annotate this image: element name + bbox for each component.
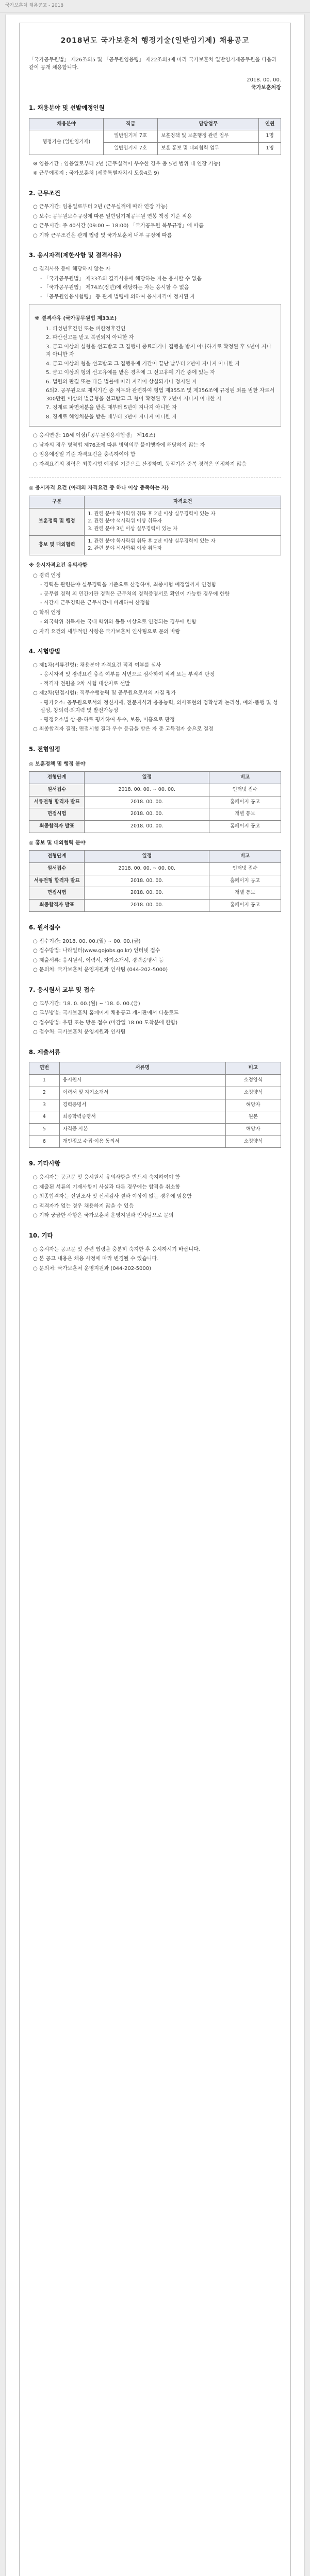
positions-table (29, 118, 281, 155)
list-item: ○ 근무기간: 임용일로부터 2년 (근무실적에 따라 연장 가능) (33, 204, 168, 210)
table-cell: 인터넷 접수 (209, 784, 281, 796)
document-frame (19, 23, 291, 2576)
list-item: - 「공무원임용시험령」 등 관계 법령에 의하여 응시자격이 정지된 자 (40, 294, 195, 300)
table-cell: 보훈 홍보 및 대외협력 업무 (158, 142, 259, 155)
table-cell: 원서접수 (29, 784, 85, 796)
list-item: - 평정요소별 상·중·하로 평가하여 우수, 보통, 미흡으로 판정 (40, 717, 175, 723)
announcing-organization: 국가보훈처장 (251, 85, 281, 91)
list-item: ○ 기타 근무조건은 관계 법령 및 국가보훈처 내부 규정에 따름 (33, 232, 172, 239)
table-header: 연번 (29, 1062, 60, 1075)
document-page (6, 14, 304, 2576)
table-row (29, 875, 281, 887)
list-item: 2. 파산선고를 받고 복권되지 아니한 자 (46, 335, 134, 341)
requirements-notes-title: ※ 응시자격요건 유의사항 (29, 563, 88, 569)
list-item: ○ 교부방법: 국가보훈처 홈페이지 채용공고 게시판에서 다운로드 (33, 1010, 179, 1016)
table-row (29, 821, 281, 833)
list-item: ○ 자격 요건의 세부적인 사항은 국가보훈처 인사팀으로 문의 바람 (33, 629, 181, 635)
table-cell: 이력서 및 자기소개서 (59, 1087, 225, 1099)
table-cell: 1 (29, 1075, 60, 1087)
table-cell: 홈페이지 공고 (209, 900, 281, 912)
list-item: ○ 경력 인정 (33, 572, 61, 579)
list-item: ○ 결격사유 등에 해당하지 않는 자 (33, 266, 111, 273)
table-cell: 면접시험 (29, 808, 85, 821)
table-header: 구분 (29, 496, 85, 508)
note-text: ※ 근무예정지 : 국가보훈처 (세종특별자치시 도움4로 9) (33, 171, 159, 177)
table-row (29, 1136, 281, 1148)
table-row (29, 1075, 281, 1087)
list-item: ○ 제1차(서류전형): 채용분야 자격요건 적격 여부를 심사 (33, 662, 161, 668)
section-6-title: 6. 원서접수 (29, 923, 60, 931)
list-item: 6의2. 공무원으로 재직기간 중 직무와 관련하여 형법 제355조 및 제356조에 규정된 죄를 범한 자로서 300만원 이상의 벌금형을 선고받고 그 형이 확정된 후 2년이 지나지 아니한 자 (46, 388, 275, 402)
list-item: - 외국학위 취득자는 국내 학위와 동등 이상으로 인정되는 경우에 한함 (40, 619, 197, 625)
table-cell: 2018. 00. 00. (85, 808, 209, 821)
section-5-title: 5. 전형일정 (29, 745, 60, 753)
list-item: ○ 남자의 경우 병역법 제76조에 따른 병역의무 불이행자에 해당하지 않는 자 (33, 442, 205, 448)
intro-text: 「국가공무원법」 제26조의5 및 「공무원임용령」 제22조의3에 따라 국가보훈처 일반임기제공무원을 다음과 같이 공개 채용합니다. (29, 57, 277, 71)
table-cell: 소정양식 (225, 1136, 281, 1148)
table-header: 채용분야 (29, 118, 104, 130)
list-item: - 「국가공무원법」 제33조의 결격사유에 해당하는 자는 응시할 수 없음 (40, 276, 202, 282)
table-cell: 2018. 00. 00. ~ 00. 00. (85, 863, 209, 875)
table-cell: 응시원서 (59, 1075, 225, 1087)
table-cell: 최종합격자 발표 (29, 821, 85, 833)
table-header: 자격요건 (85, 496, 281, 508)
table-header: 인원 (259, 118, 281, 130)
table-cell: 보훈정책 및 행정 (29, 508, 85, 535)
list-item: 3. 금고 이상의 실형을 선고받고 그 집행이 종료되거나 집행을 받지 아니하기로 확정된 후 5년이 지나지 아니한 자 (46, 344, 272, 358)
page-title: 2018년도 국가보훈처 행정기술(일반임기제) 채용공고 (60, 37, 250, 45)
list-item: ○ 임용예정일 기준 자격요건을 충족하여야 함 (33, 452, 136, 458)
list-item: - 응시자격 및 경력요건 충족 여부를 서면으로 심사하여 적격 또는 부적격 판정 (40, 672, 215, 678)
table-cell: 개인정보 수집·이용 동의서 (59, 1136, 225, 1148)
table-cell: 1명 (259, 142, 281, 155)
table-header: 전형단계 (29, 772, 85, 784)
list-item: - 평가요소: 공무원으로서의 정신자세, 전문지식과 응용능력, 의사표현의 정확성과 논리성, 예의·품행 및 성실성, 창의력·의지력 및 발전가능성 (40, 700, 278, 714)
table-cell: 6 (29, 1136, 60, 1148)
section-9-title: 9. 기타사항 (29, 1160, 60, 1167)
table-cell: 2018. 00. 00. (85, 887, 209, 900)
section-4-title: 4. 시험방법 (29, 648, 60, 655)
table-row (29, 1111, 281, 1124)
table-cell: 보훈정책 및 보훈행정 관련 업무 (158, 130, 259, 143)
table-header: 일정 (85, 851, 209, 863)
list-item: ○ 문의처: 국가보훈처 운영지원과 인사팀 (044-202-5000) (33, 967, 168, 973)
list-item: ○ 보수: 공무원보수규정에 따른 일반임기제공무원 연봉 책정 기준 적용 (33, 213, 192, 219)
list-item: ○ 적격자가 없는 경우 채용하지 않을 수 있음 (33, 1203, 134, 1209)
table-cell: 2018. 00. 00. (85, 875, 209, 887)
table-cell: 홍보 및 대외협력 (29, 535, 85, 555)
list-item: - 경력은 관련분야 실무경력을 기준으로 산정하며, 최종시험 예정일까지 인정함 (40, 582, 217, 588)
list-item: ○ 응시자는 공고문 및 관련 법령을 충분히 숙지한 후 응시하시기 바랍니다. (33, 1246, 200, 1252)
browser-title: 국가보훈처 채용공고 - 2018 (0, 0, 310, 13)
list-item: - 적격자 전원을 2차 시험 대상자로 선발 (40, 681, 130, 687)
list-item: ○ 교부기간: '18. 0. 00.(월) ~ '18. 0. 00.(금) (33, 1001, 140, 1007)
table-cell: 2018. 00. 00. ~ 00. 00. (85, 784, 209, 796)
section-1-title: 1. 채용분야 및 선발예정인원 (29, 104, 105, 111)
requirements-title: ◎ 응시자격 요건 (아래의 자격요건 중 하나 이상 충족하는 자) (29, 485, 169, 492)
list-item: 4. 금고 이상의 형을 선고받고 그 집행유예 기간이 끝난 날부터 2년이 지나지 아니한 자 (46, 361, 240, 367)
table-cell: 서류전형 합격자 발표 (29, 796, 85, 808)
table-header: 비고 (209, 851, 281, 863)
table-cell: 홈페이지 공고 (209, 875, 281, 887)
list-item: ○ 문의처: 국가보훈처 운영지원과 (044-202-5000) (33, 1265, 152, 1272)
table-cell: 2018. 00. 00. (85, 900, 209, 912)
documents-table (29, 1062, 281, 1148)
table-header: 직급 (104, 118, 158, 130)
list-item: 7. 징계로 파면처분을 받은 때부터 5년이 지나지 아니한 자 (46, 405, 177, 411)
table-cell: 일반임기제 7호 (104, 142, 158, 155)
table-cell: 행정기술 (일반임기제) (29, 130, 104, 155)
table-cell: 5 (29, 1123, 60, 1136)
table-header: 서류명 (59, 1062, 225, 1075)
table-cell: 3 (29, 1099, 60, 1111)
table-header: 비고 (225, 1062, 281, 1075)
schedule-subtitle: ◎ 홍보 및 대외협력 분야 (29, 840, 86, 846)
table-cell: 2 (29, 1087, 60, 1099)
table-row (29, 796, 281, 808)
list-item: ○ 본 공고 내용은 채용 사정에 따라 변경될 수 있습니다. (33, 1256, 159, 1262)
table-cell: 1. 관련 분야 학사학위 취득 후 2년 이상 실무경력이 있는 자 2. 관련 분야 석사학위 이상 취득자 3. 관련 분야 3년 이상 실무경력이 있는 자 (85, 508, 281, 535)
list-item: 8. 징계로 해임처분을 받은 때부터 3년이 지나지 아니한 자 (46, 414, 177, 420)
section-7-title: 7. 응시원서 교부 및 접수 (29, 986, 95, 993)
list-item: ○ 근무시간: 주 40시간 (09:00 ~ 18:00) 「국가공무원 복무규정」에 따름 (33, 223, 204, 229)
list-item: ○ 접수방법: 나라일터(www.gojobs.go.kr) 인터넷 접수 (33, 948, 160, 954)
list-item: - 「국가공무원법」 제74조(정년)에 해당하는 자는 응시할 수 없음 (40, 285, 189, 291)
announcement-date: 2018. 00. 00. (247, 77, 281, 83)
table-cell: 개별 통보 (209, 887, 281, 900)
table-cell: 서류전형 합격자 발표 (29, 875, 85, 887)
section-8-title: 8. 제출서류 (29, 1048, 60, 1056)
section-2-title: 2. 근무조건 (29, 189, 60, 197)
schedule-table (29, 771, 281, 833)
table-cell: 해당자 (225, 1099, 281, 1111)
list-item: - 공무원 경력 외 민간기관 경력은 근무처의 경력증명서로 확인이 가능한 경우에 한함 (40, 591, 230, 597)
list-item: ○ 접수기간: 2018. 00. 00.(월) ~ 00. 00.(금) (33, 938, 141, 944)
table-header: 일정 (85, 772, 209, 784)
table-row (29, 784, 281, 796)
table-cell: 소정양식 (225, 1087, 281, 1099)
table-row (29, 1087, 281, 1099)
table-cell: 홈페이지 공고 (209, 821, 281, 833)
list-item: ○ 최종합격자 결정: 면접시험 결과 우수 등급을 받은 자 중 고득점자 순으로 결정 (33, 726, 214, 733)
table-cell: 홈페이지 공고 (209, 796, 281, 808)
list-item: ○ 제출된 서류의 기재사항이 사실과 다른 경우에는 합격을 취소함 (33, 1184, 181, 1190)
table-cell: 일반임기제 7호 (104, 130, 158, 143)
table-header: 담당업무 (158, 118, 259, 130)
table-row (29, 535, 281, 555)
table-cell: 자격증 사본 (59, 1123, 225, 1136)
list-item: 1. 피성년후견인 또는 피한정후견인 (46, 326, 126, 332)
schedule-table (29, 850, 281, 912)
table-cell: 면접시험 (29, 887, 85, 900)
table-cell: 2018. 00. 00. (85, 796, 209, 808)
table-cell: 경력증명서 (59, 1099, 225, 1111)
requirements-table (29, 496, 281, 555)
note-text: ※ 임용기간 : 임용일로부터 2년 (근무실적이 우수한 경우 총 5년 범위 내 연장 가능) (33, 161, 221, 167)
table-row (29, 863, 281, 875)
list-item: ○ 최종합격자는 신원조사 및 신체검사 결과 이상이 없는 경우에 임용함 (33, 1194, 192, 1200)
table-row (29, 900, 281, 912)
table-header: 전형단계 (29, 851, 85, 863)
list-item: ○ 제2차(면접시험): 직무수행능력 및 공무원으로서의 자질 평가 (33, 690, 176, 697)
list-item: ○ 응시자는 공고문 및 응시원서 유의사항을 반드시 숙지하여야 함 (33, 1175, 181, 1181)
disqualification-box (29, 304, 281, 427)
list-item: ○ 접수방법: 우편 또는 방문 접수 (마감일 18:00 도착분에 한함) (33, 1020, 178, 1026)
table-cell: 원서접수 (29, 863, 85, 875)
table-header: 비고 (209, 772, 281, 784)
table-cell: 1명 (259, 130, 281, 143)
list-item: - 시간제 근무경력은 근무시간에 비례하여 산정함 (40, 600, 150, 606)
list-item: ○ 접수처: 국가보훈처 운영지원과 인사팀 (33, 1029, 126, 1036)
table-row (29, 808, 281, 821)
table-row (29, 1123, 281, 1136)
list-item: ○ 응시연령: 18세 이상(「공무원임용시험령」 제16조) (33, 433, 156, 439)
table-cell: 개별 통보 (209, 808, 281, 821)
table-row (29, 508, 281, 535)
list-item: ○ 제출서류: 응시원서, 이력서, 자기소개서, 경력증명서 등 (33, 957, 164, 963)
table-cell: 인터넷 접수 (209, 863, 281, 875)
table-cell: 1. 관련 분야 학사학위 취득 후 2년 이상 실무경력이 있는 자 2. 관련 분야 석사학위 이상 취득자 (85, 535, 281, 555)
list-item: ○ 자격요건의 경력은 최종시험 예정일 기준으로 산정하며, 동일기간 중복 경력은 인정하지 않음 (33, 461, 247, 467)
section-3-title: 3. 응시자격(제한사항 및 결격사유) (29, 251, 122, 259)
table-row (29, 130, 281, 143)
table-cell: 2018. 00. 00. (85, 821, 209, 833)
table-cell: 해당자 (225, 1123, 281, 1136)
table-row (29, 1099, 281, 1111)
table-cell: 4 (29, 1111, 60, 1124)
list-item: ○ 학위 인정 (33, 609, 61, 616)
table-cell: 소정양식 (225, 1075, 281, 1087)
schedule-subtitle: ◎ 보훈정책 및 행정 분야 (29, 761, 86, 767)
table-cell: 최종합격자 발표 (29, 900, 85, 912)
table-cell: 원본 (225, 1111, 281, 1124)
table-row (29, 887, 281, 900)
box-title: ※ 결격사유 (국가공무원법 제33조) (35, 316, 117, 322)
section-10-title: 10. 기타 (29, 1231, 53, 1239)
table-cell: 최종학력증명서 (59, 1111, 225, 1124)
list-item: ○ 기타 궁금한 사항은 국가보훈처 운영지원과 인사팀으로 문의 (33, 1213, 174, 1219)
list-item: 5. 금고 이상의 형의 선고유예를 받은 경우에 그 선고유예 기간 중에 있는 자 (46, 370, 215, 376)
list-item: 6. 법원의 판결 또는 다른 법률에 따라 자격이 상실되거나 정지된 자 (46, 379, 197, 385)
